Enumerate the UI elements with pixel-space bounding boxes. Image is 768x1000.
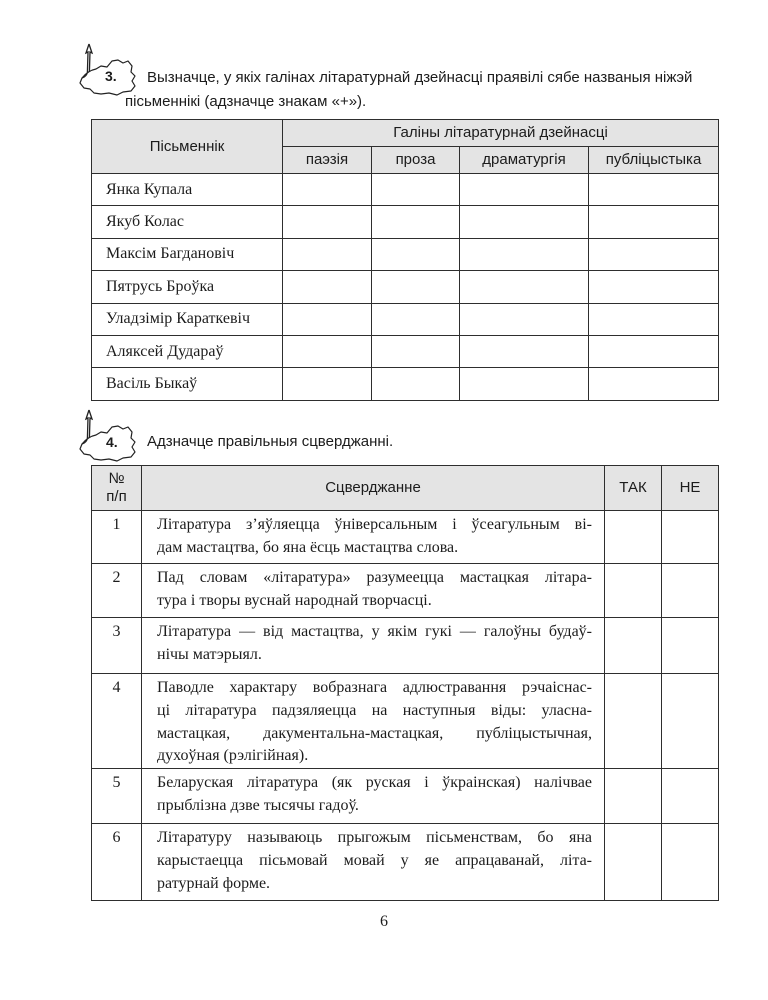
table-row — [92, 368, 719, 400]
statement-line: Літаратура — від мастацтва, у якім гукі — галоўны будаў- — [157, 623, 592, 640]
task-instruction: Адзначце правільныя сцверджанні. — [147, 433, 394, 450]
table-row — [92, 271, 719, 303]
statement-line: нічы матэрыял. — [157, 645, 262, 663]
number-column-header — [92, 466, 142, 511]
no-answer-cell — [662, 769, 719, 824]
statement-text — [142, 511, 605, 564]
yes-answer-cell — [605, 618, 662, 674]
table-row — [92, 618, 719, 674]
statement-line: Паводле характару вобразнага адлюстравання рэчаіснас- — [157, 679, 592, 696]
answer-cell — [589, 303, 719, 335]
answer-cell — [372, 303, 460, 335]
statement-line: мастацкая, дакументальна-мастацкая, публіцыстычная, — [157, 724, 592, 742]
answer-cell — [460, 303, 589, 335]
writer-name: Янка Купала — [92, 174, 283, 206]
no-answer-cell — [662, 674, 719, 769]
table-row — [92, 511, 719, 564]
statement-line: Пад словам «літаратура» разумеецца мастацкая літара- — [157, 569, 592, 586]
answer-cell — [283, 174, 372, 206]
answer-cell — [589, 206, 719, 238]
yes-column-header: ТАК — [605, 466, 662, 511]
answer-cell — [460, 174, 589, 206]
answer-cell — [372, 368, 460, 400]
statement-line: тура і творы вуснай народнай творчасці. — [157, 591, 432, 609]
answer-cell — [372, 271, 460, 303]
statement-number: 2 — [92, 564, 142, 618]
table-row — [92, 174, 719, 206]
answer-cell — [372, 238, 460, 270]
table-header-row — [92, 120, 719, 147]
number-abbrev: п/п — [106, 488, 127, 505]
table-header-row — [92, 466, 719, 511]
answer-cell — [283, 238, 372, 270]
answer-cell — [372, 206, 460, 238]
answer-cell — [460, 206, 589, 238]
table-row — [92, 824, 719, 901]
statement-text — [142, 618, 605, 674]
no-answer-cell — [662, 511, 719, 564]
answer-cell — [283, 271, 372, 303]
answer-cell — [460, 271, 589, 303]
answer-cell — [283, 335, 372, 367]
writer-name: Уладзімір Караткевіч — [92, 303, 283, 335]
statement-text — [142, 769, 605, 824]
statement-number: 1 — [92, 511, 142, 564]
table-row — [92, 303, 719, 335]
field-header-prose: проза — [372, 147, 460, 174]
statement-line: Літаратура з’яўляецца ўніверсальным і ўсеагульным ві- — [157, 516, 592, 533]
answer-cell — [283, 206, 372, 238]
no-answer-cell — [662, 564, 719, 618]
statement-line: прыблізна дзве тысячы гадоў. — [157, 796, 359, 814]
statement-number: 4 — [92, 674, 142, 769]
yes-answer-cell — [605, 511, 662, 564]
statement-text — [142, 564, 605, 618]
literary-activity-table — [91, 119, 719, 401]
field-header-poetry: паэзія — [283, 147, 372, 174]
statements-table — [91, 465, 719, 901]
statement-line: ратурнай форме. — [157, 874, 271, 892]
answer-cell — [283, 303, 372, 335]
number-sign: № — [108, 470, 125, 487]
table-row — [92, 238, 719, 270]
statement-line: Беларуская літаратура (як руская і ўкраінская) налічвае — [157, 774, 592, 792]
task-instruction: Вызначце, у якіх галінах літаратурнай дзейнасці праявілі сябе названыя ніжэй — [147, 69, 693, 86]
statement-column-header: Сцверджанне — [142, 466, 605, 511]
statement-line: ці літаратура падзяляецца на наступныя віды: уласна- — [157, 701, 592, 719]
task-number: 3. — [105, 68, 117, 84]
answer-cell — [283, 368, 372, 400]
answer-cell — [589, 238, 719, 270]
answer-cell — [372, 174, 460, 206]
answer-cell — [589, 271, 719, 303]
yes-answer-cell — [605, 824, 662, 901]
statement-text — [142, 674, 605, 769]
yes-answer-cell — [605, 674, 662, 769]
yes-answer-cell — [605, 564, 662, 618]
statement-number: 6 — [92, 824, 142, 901]
table-row — [92, 206, 719, 238]
answer-cell — [460, 238, 589, 270]
statement-line: карыстаецца пісьмовай мовай у яе апрацаванай, літа- — [157, 851, 592, 869]
no-column-header: НЕ — [662, 466, 719, 511]
statement-number: 5 — [92, 769, 142, 824]
table-row — [92, 769, 719, 824]
page-number: 6 — [380, 913, 388, 930]
no-answer-cell — [662, 824, 719, 901]
statement-line: духоўная (рэлігійная). — [157, 747, 309, 765]
activity-fields-header: Галіны літаратурнай дзейнасці — [283, 120, 719, 147]
answer-cell — [589, 335, 719, 367]
writer-name: Васіль Быкаў — [92, 368, 283, 400]
statement-number: 3 — [92, 618, 142, 674]
statement-text — [142, 824, 605, 901]
writer-name: Максім Багдановіч — [92, 238, 283, 270]
answer-cell — [460, 335, 589, 367]
writer-name: Якуб Колас — [92, 206, 283, 238]
no-answer-cell — [662, 618, 719, 674]
answer-cell — [372, 335, 460, 367]
writer-name: Аляксей Дудараў — [92, 335, 283, 367]
task-number: 4. — [106, 434, 118, 450]
field-header-drama: драматургія — [460, 147, 589, 174]
task-instruction: пісьменнікі (адзначце знакам «+»). — [125, 93, 367, 110]
answer-cell — [589, 174, 719, 206]
answer-cell — [589, 368, 719, 400]
answer-cell — [460, 368, 589, 400]
writer-column-header: Пісьменнік — [92, 120, 283, 174]
table-row — [92, 674, 719, 769]
table-row — [92, 564, 719, 618]
yes-answer-cell — [605, 769, 662, 824]
statement-line: Літаратуру называюць прыгожым пісьменствам, бо яна — [157, 829, 592, 847]
table-row — [92, 335, 719, 367]
field-header-journalism: публіцыстыка — [589, 147, 719, 174]
statement-line: дам мастацтва, бо яна ёсць мастацтва слова. — [157, 538, 459, 556]
writer-name: Пятрусь Броўка — [92, 271, 283, 303]
